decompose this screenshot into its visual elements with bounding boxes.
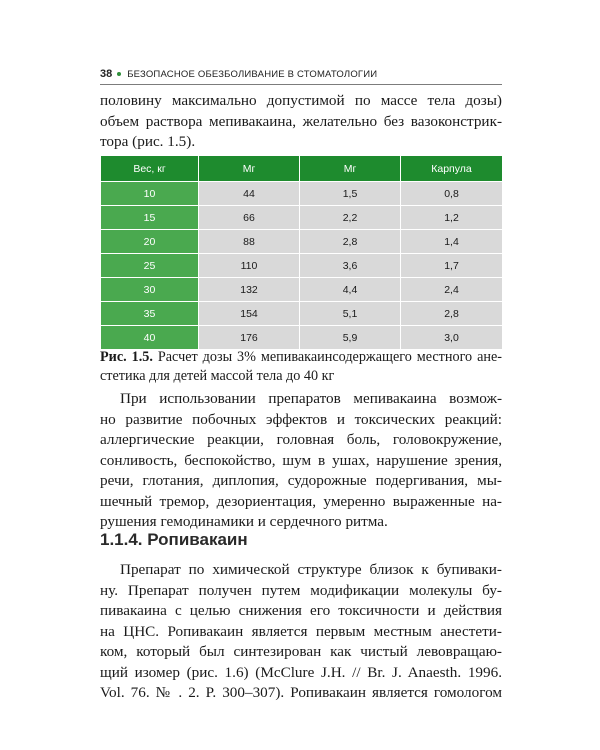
paragraph-side-effects [100, 389, 502, 533]
caption-line [100, 348, 502, 367]
caption-line: стетика для детей массой тела до 40 кг [100, 368, 335, 384]
section-heading: 1.1.4. Ропивакаин [100, 530, 248, 549]
weight-cell: 40 [101, 326, 199, 350]
table-cell: 2,4 [401, 278, 503, 302]
page-number: 38 [100, 68, 113, 80]
table-row [101, 302, 503, 326]
table-cell: 1,5 [300, 182, 401, 206]
paragraph-ropivacaine [100, 560, 502, 704]
table-cell: 0,8 [401, 182, 503, 206]
text-line: рушения гемодинамики и сердечного ритма. [100, 513, 388, 530]
weight-cell: 20 [101, 230, 199, 254]
table-cell: 2,8 [300, 230, 401, 254]
caption-label: Рис. 1.5. [100, 349, 153, 365]
table-header-row [101, 156, 503, 182]
table-row [101, 206, 503, 230]
text-line: на ЦНС. Ропивакаин является первым местным анестети- [100, 622, 502, 640]
table-cell: 154 [199, 302, 300, 326]
table-cell: 1,4 [401, 230, 503, 254]
text-line: половину максимально допустимой по массе тела дозы) [100, 92, 502, 109]
text-line: ну. Препарат получен путем модификации молекулы бу- [100, 581, 502, 599]
text-line: тора (рис. 1.5). [100, 133, 196, 150]
table-row [101, 254, 503, 278]
weight-cell: 30 [101, 278, 199, 302]
table-cell: 1,7 [401, 254, 503, 278]
figure-caption [100, 348, 502, 386]
text-line: но развитие побочных эффектов и токсических реакций: [100, 410, 502, 428]
table-cell: 176 [199, 326, 300, 350]
running-header [100, 65, 502, 83]
text-line: аллергические реакции, головная боль, головокружение, [100, 431, 502, 448]
table-cell: 2,2 [300, 206, 401, 230]
text-line: шечный тремор, дезориентация, умеренно выраженные на- [100, 492, 502, 510]
table-cell: 5,9 [300, 326, 401, 350]
text-line: Препарат по химической структуре близок к бупиваки- [120, 561, 502, 578]
text-line: ком, который был синтезирован как чистый левовращаю- [100, 643, 502, 660]
table-cell: 44 [199, 182, 300, 206]
text-line: объем раствора мепивакаина, желательно без вазоконстрик- [100, 112, 502, 130]
text-line: Vol. 76. № . 2. P. 300–307). Ропивакаин является гомологом [100, 684, 502, 701]
weight-cell: 35 [101, 302, 199, 326]
table-cell: 132 [199, 278, 300, 302]
table-row [101, 230, 503, 254]
table-row [101, 278, 503, 302]
caption-text: Расчет дозы 3% мепивакаинсодержащего местного ане- [152, 349, 502, 365]
table-row [101, 182, 503, 206]
bullet-icon [117, 72, 121, 76]
table-cell: 66 [199, 206, 300, 230]
paragraph-intro [100, 91, 502, 153]
table-cell: 88 [199, 230, 300, 254]
text-line: пивакаина с целью снижения его токсичности и действия [100, 602, 502, 619]
column-header-mg: Мг [199, 156, 300, 182]
text-line: сонливость, беспокойство, шум в ушах, нарушение зрения, [100, 451, 502, 469]
running-header-title: БЕЗОПАСНОЕ ОБЕЗБОЛИВАНИЕ В СТОМАТОЛОГИИ [127, 68, 378, 80]
column-header-weight: Вес, кг [101, 156, 199, 182]
table-cell: 1,2 [401, 206, 503, 230]
text-line: речи, глотания, диплопия, судорожные подергивания, мы- [100, 472, 502, 489]
column-header-cartridge: Карпула [401, 156, 503, 182]
weight-cell: 25 [101, 254, 199, 278]
table-cell: 5,1 [300, 302, 401, 326]
table-row [101, 326, 503, 350]
table-cell: 3,0 [401, 326, 503, 350]
text-line: щий изомер (рис. 1.6) (McClure J.H. // Br. J. Anaesth. 1996. [100, 663, 502, 681]
table-cell: 3,6 [300, 254, 401, 278]
text-line: При использовании препаратов мепивакаина возмож- [120, 390, 502, 407]
weight-cell: 15 [101, 206, 199, 230]
table-cell: 2,8 [401, 302, 503, 326]
table-cell: 110 [199, 254, 300, 278]
dose-table [100, 155, 503, 350]
header-divider [100, 84, 502, 85]
table-cell: 4,4 [300, 278, 401, 302]
column-header-mg: Мг [300, 156, 401, 182]
weight-cell: 10 [101, 182, 199, 206]
